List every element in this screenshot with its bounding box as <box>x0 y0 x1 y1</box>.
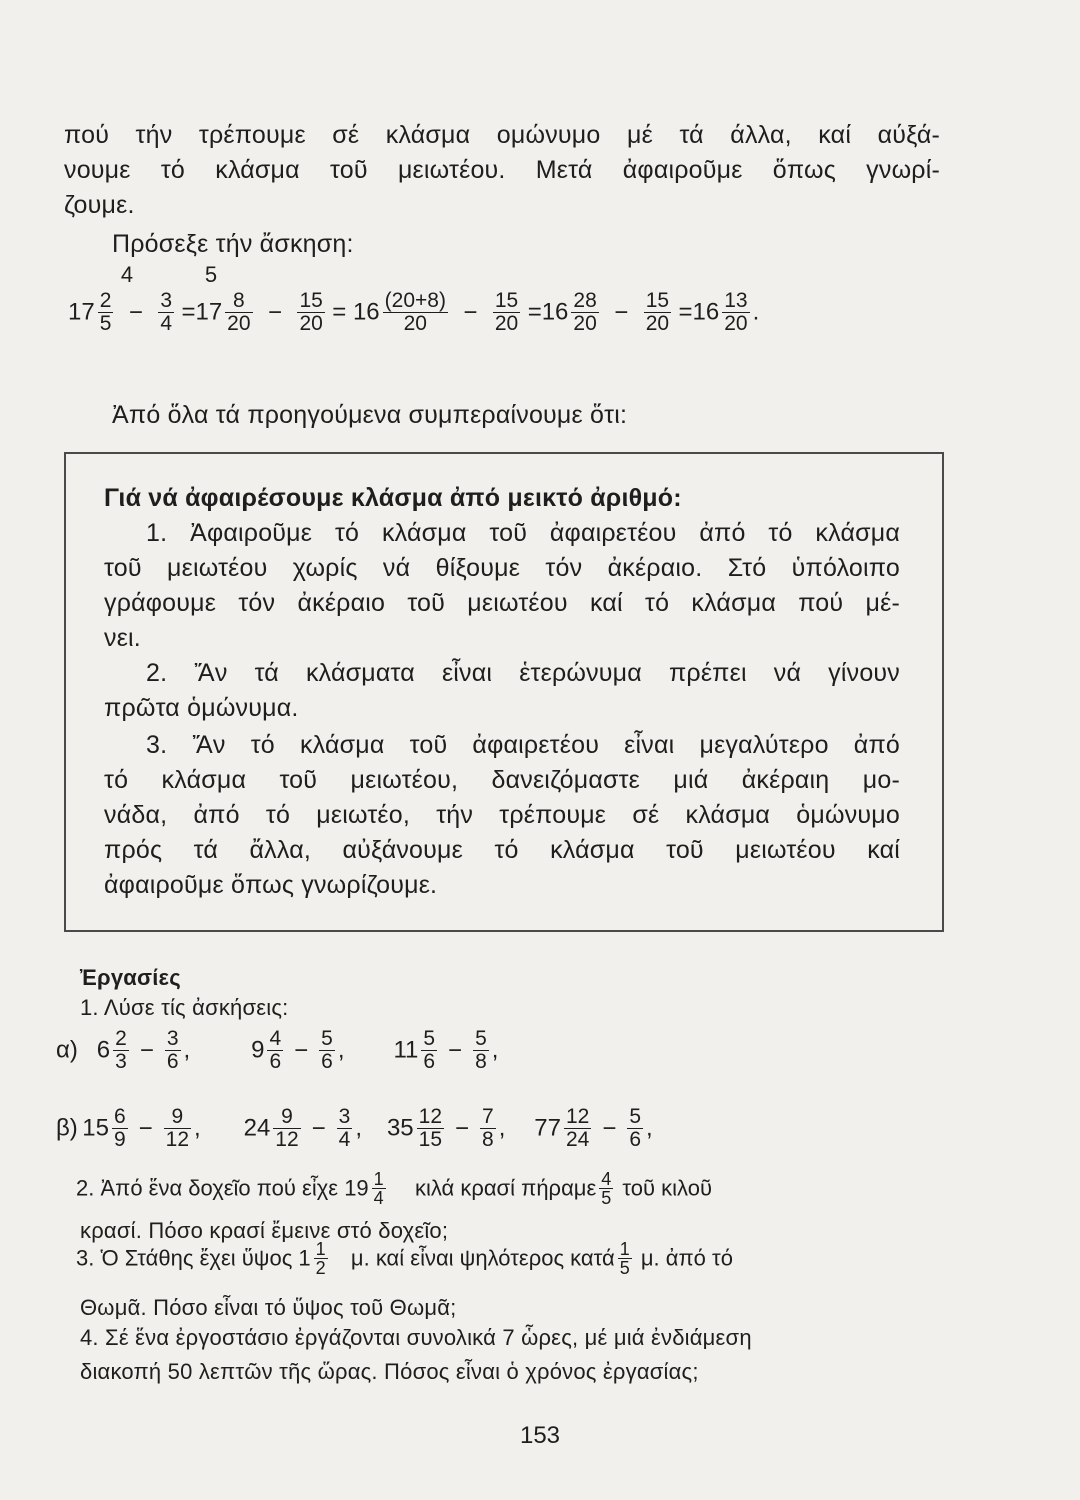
q2-text-2: κιλά κρασί πήραμε <box>414 1175 597 1201</box>
question-4-line-2: διακοπή 50 λεπτῶν τῆς ὥρας. Πόσος εἶναι ὁ χρόνος ἐργασίας; <box>80 1359 699 1384</box>
b2-minus: − <box>311 1114 326 1142</box>
exercise-row-a <box>56 1028 498 1073</box>
question-1-label: 1. Λύσε τίς ἀσκήσεις: <box>80 995 289 1020</box>
b4-comma: , <box>646 1114 653 1142</box>
intro-line-2: νουμε τό κλάσμα τοῦ μειωτέου. Μετά ἀφαιροῦμε ὅπως γνωρί- <box>64 156 940 184</box>
b2-fraction-2: $\frac{3}{4}$ <box>338 1105 351 1151</box>
rule-1-line-1: 1. Ἀφαιροῦμε τό κλάσμα τοῦ ἀφαιρετέου ἀπό τό κλάσμα <box>146 519 900 547</box>
q2-text-1: 2. Ἀπό ἕνα δοχεῖο πού εἶχε 19 <box>76 1175 369 1201</box>
intro-line-3: ζουμε. <box>64 191 135 219</box>
eq-whole-1: 17 <box>68 298 95 326</box>
eq-minus-4: − <box>614 298 629 326</box>
b3-whole: 35 <box>386 1114 414 1142</box>
exercise-row-b <box>56 1106 653 1151</box>
exercise-label: Πρόσεξε τήν ἄσκηση: <box>112 230 354 258</box>
b4-whole: 77 <box>534 1114 561 1142</box>
row-b-label: β) <box>56 1114 78 1142</box>
conclusion-intro: Ἀπό ὅλα τά προηγούμενα συμπεραίνουμε ὅτι: <box>112 401 628 429</box>
eq-fraction-5: $\frac{(20+8)}{20}$ <box>384 289 446 335</box>
rule-3-line-4: πρός τά ἄλλα, αὐξάνουμε τό κλάσμα τοῦ μειωτέου καί <box>104 836 900 864</box>
page-number: 153 <box>519 1422 561 1449</box>
eq-fraction-4: $\frac{15}{20}$ <box>299 289 323 335</box>
a2-whole: 9 <box>251 1036 265 1064</box>
rule-3-line-3: νάδα, ἀπό τό μειωτέο, τήν τρέπουμε σέ κλάσμα ὁμώνυμο <box>104 801 900 829</box>
a3-comma: , <box>491 1036 499 1064</box>
b2-whole: 24 <box>243 1114 271 1142</box>
q3-fraction-2: $\frac{1}{5}$ <box>619 1239 630 1278</box>
a3-whole: 11 <box>393 1036 419 1064</box>
a1-fraction-2: $\frac{3}{6}$ <box>166 1027 179 1073</box>
b3-minus: − <box>455 1114 470 1142</box>
eq-fraction-6: $\frac{15}{20}$ <box>494 289 519 335</box>
b3-fraction-2: $\frac{7}{8}$ <box>482 1105 494 1151</box>
b1-whole: 15 <box>82 1114 109 1142</box>
eq-minus-3: − <box>463 298 478 326</box>
a2-comma: , <box>337 1036 345 1064</box>
eq-fraction-9: $\frac{13}{20}$ <box>724 289 748 335</box>
b1-minus: − <box>138 1114 153 1142</box>
question-3-line-2: Θωμᾶ. Πόσο εἶναι τό ὕψος τοῦ Θωμᾶ; <box>80 1295 457 1320</box>
a1-comma: , <box>183 1036 191 1064</box>
rule-1-line-3: γράφουμε τόν ἀκέραιο τοῦ μειωτέου καί τό κλάσμα πού μέ- <box>104 589 900 617</box>
q2-text-3: τοῦ κιλοῦ <box>622 1175 712 1201</box>
eq-fraction-1: $\frac{2}{5}$ <box>99 289 112 335</box>
question-2-line-1 <box>76 1170 946 1207</box>
q3-fraction-1: $\frac{1}{2}$ <box>315 1239 326 1278</box>
b2-fraction-1: $\frac{9}{12}$ <box>275 1105 299 1151</box>
rule-2-line-2: πρῶτα ὁμώνυμα. <box>104 694 299 722</box>
b1-fraction-2: $\frac{9}{12}$ <box>165 1105 190 1151</box>
exercises-heading: Ἐργασίες <box>80 965 181 990</box>
row-a-label: α) <box>56 1036 78 1064</box>
eq-fraction-7: $\frac{28}{20}$ <box>573 289 597 335</box>
rule-3-line-2: τό κλάσμα τοῦ μειωτέου, δανειζόμαστε μιά ἀκέραιη μο- <box>104 766 900 794</box>
q2-fraction-1: $\frac{1}{4}$ <box>373 1169 384 1208</box>
eq-fraction-8: $\frac{15}{20}$ <box>645 289 670 335</box>
question-2-line-2: κρασί. Πόσο κρασί ἔμεινε στό δοχεῖο; <box>80 1218 449 1243</box>
a3-fraction-1: $\frac{5}{6}$ <box>423 1027 436 1073</box>
a1-minus: − <box>139 1036 154 1064</box>
a3-minus: − <box>448 1036 463 1064</box>
b1-fraction-1: $\frac{6}{9}$ <box>113 1105 126 1151</box>
eq-whole-5: = 16 <box>332 298 380 326</box>
eq-whole-7: =16 <box>527 298 569 326</box>
eq-period: . <box>752 298 760 326</box>
question-3-line-1 <box>76 1240 733 1277</box>
q3-text-2: μ. καί εἶναι ψηλότερος κατά <box>350 1245 615 1271</box>
b3-fraction-1: $\frac{12}{15}$ <box>418 1105 442 1151</box>
b4-fraction-2: $\frac{5}{6}$ <box>629 1105 642 1151</box>
a2-minus: − <box>294 1036 309 1064</box>
b3-comma: , <box>498 1114 506 1142</box>
b2-comma: , <box>355 1114 363 1142</box>
intro-line-1: πού τήν τρέπουμε σέ κλάσμα ομώνυμο μέ τά άλλα, καί αύξά- <box>64 121 940 149</box>
rule-1-line-4: νει. <box>104 624 141 652</box>
q3-text-3: μ. ἀπό τό <box>640 1245 733 1271</box>
question-4-line-1: 4. Σέ ἕνα ἐργοστάσιο ἐργάζονται συνολικά 7 ὧρες, μέ μιά ἐνδιάμεση <box>80 1325 752 1350</box>
eq-fraction-2: $\frac{3}{4}$ <box>160 289 172 335</box>
b4-fraction-1: $\frac{12}{24}$ <box>565 1105 590 1151</box>
rule-3-line-5: ἀφαιροῦμε ὅπως γνωρίζουμε. <box>104 871 438 899</box>
rule-1-line-2: τοῦ μειωτέου χωρίς νά θίξουμε τόν ἀκέραιο. Στό ὑπόλοιπο <box>104 554 900 582</box>
q3-text-1: 3. Ὁ Στάθης ἔχει ὕψος 1 <box>76 1245 311 1271</box>
worked-example-equation <box>68 290 759 335</box>
rule-title: Γιά νά ἀφαιρέσουμε κλάσμα ἀπό μεικτό ἀριθμό: <box>104 484 682 512</box>
borrow-mark-a: 4 <box>120 262 134 287</box>
a1-fraction-1: $\frac{2}{3}$ <box>115 1027 127 1073</box>
q2-fraction-2: $\frac{4}{5}$ <box>601 1169 612 1208</box>
a2-fraction-2: $\frac{5}{6}$ <box>321 1027 333 1073</box>
eq-whole-3: =17 <box>181 298 223 326</box>
rule-3-line-1: 3. Ἄν τό κλάσμα τοῦ ἀφαιρετέου εἶναι μεγαλύτερο ἀπό <box>146 731 900 759</box>
eq-fraction-3: $\frac{8}{20}$ <box>227 289 251 335</box>
eq-minus-2: − <box>267 298 282 326</box>
b4-minus: − <box>602 1114 617 1142</box>
eq-minus-1: − <box>128 298 143 326</box>
a2-fraction-1: $\frac{4}{6}$ <box>269 1027 282 1073</box>
eq-whole-9: =16 <box>678 298 720 326</box>
borrow-mark-b: 5 <box>204 262 218 287</box>
a3-fraction-2: $\frac{5}{8}$ <box>475 1027 487 1073</box>
b1-comma: , <box>194 1114 201 1142</box>
a1-whole: 6 <box>96 1036 111 1064</box>
rule-2-line-1: 2. Ἄν τά κλάσματα εἶναι ἑτερώνυμα πρέπει νά γίνουν <box>146 659 900 687</box>
